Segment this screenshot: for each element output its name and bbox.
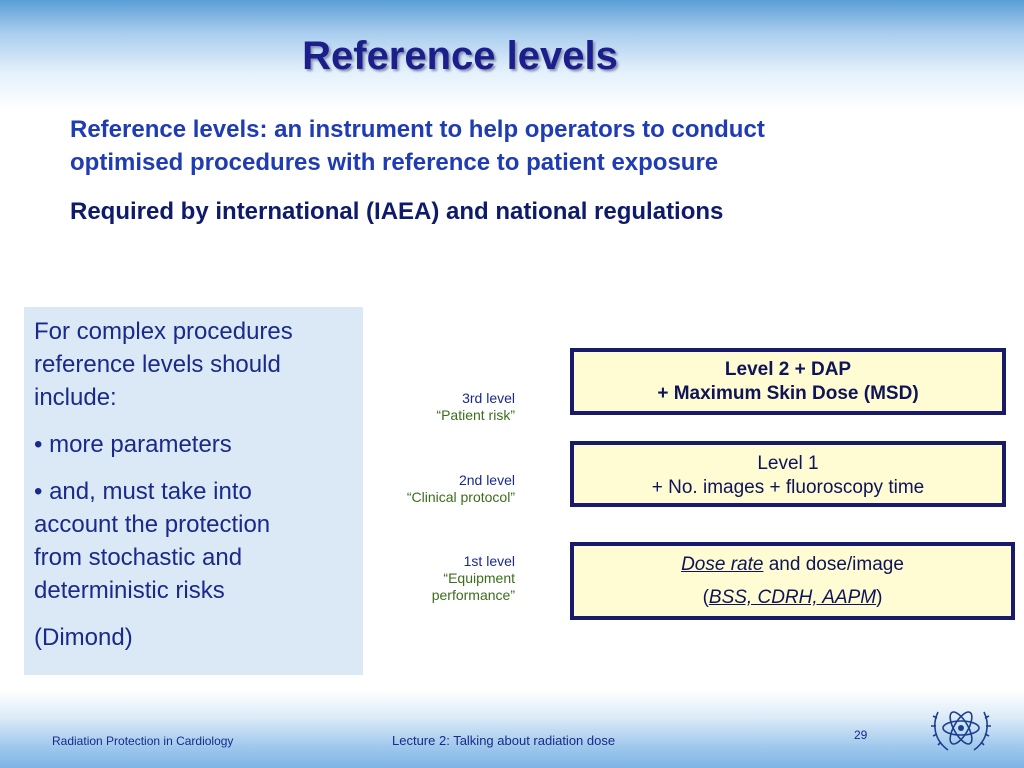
level-description: “Equipment <box>443 570 515 586</box>
text-line: For complex procedures <box>34 318 293 345</box>
bullet-protection <box>34 475 353 607</box>
box-line: + Maximum Skin Dose (MSD) <box>657 383 919 404</box>
level-name: 1st level <box>463 553 515 569</box>
box-line: Level 1 <box>757 453 819 474</box>
intro-line-2: optimised procedures with reference to patient exposure <box>70 149 719 176</box>
level-1-box <box>570 542 1015 620</box>
footer-band <box>0 690 1024 768</box>
level-name: 2nd level <box>458 472 515 488</box>
references-text: BSS, CDRH, AAPM <box>708 587 877 608</box>
level-2-box <box>570 441 1006 507</box>
complex-procedures-box <box>24 307 363 675</box>
citation: (Dimond) <box>34 624 133 651</box>
box-text: ) <box>876 587 883 608</box>
level-description: performance” <box>431 587 515 603</box>
dose-rate-text: Dose rate <box>681 554 764 575</box>
level-description: “Clinical protocol” <box>406 489 515 505</box>
complex-procedures-text <box>34 315 353 414</box>
box-text: and dose/image <box>763 554 904 575</box>
regulation-text: Required by international (IAEA) and national regulations <box>70 198 724 225</box>
box-line <box>574 553 1011 577</box>
text-line: from stochastic and <box>34 544 243 571</box>
bullet-more-parameters: • more parameters <box>34 431 232 458</box>
box-text: ( <box>702 587 709 608</box>
box-line <box>574 586 1011 610</box>
intro-line-1: Reference levels: an instrument to help operators to conduct <box>70 116 765 143</box>
intro-text <box>70 113 970 179</box>
footer-lecture: Lecture 2: Talking about radiation dose <box>392 733 616 748</box>
page-number: 29 <box>854 728 868 742</box>
level-3-label <box>436 390 515 424</box>
level-3-box <box>570 348 1006 415</box>
text-line: deterministic risks <box>34 577 225 604</box>
level-1-label <box>432 553 515 604</box>
slide-title: Reference levels <box>302 34 618 78</box>
box-line: + No. images + fluoroscopy time <box>651 477 925 498</box>
level-name: 3rd level <box>462 390 515 406</box>
text-line: include: <box>34 384 117 411</box>
iaea-logo-icon <box>928 698 994 758</box>
text-line: account the protection <box>34 511 271 538</box>
level-2-label <box>407 472 515 506</box>
text-line: reference levels should <box>34 351 281 378</box>
footer-course: Radiation Protection in Cardiology <box>52 734 234 748</box>
text-line: • and, must take into <box>34 478 252 505</box>
box-line: Level 2 + DAP <box>724 359 852 380</box>
level-description: “Patient risk” <box>436 407 515 423</box>
